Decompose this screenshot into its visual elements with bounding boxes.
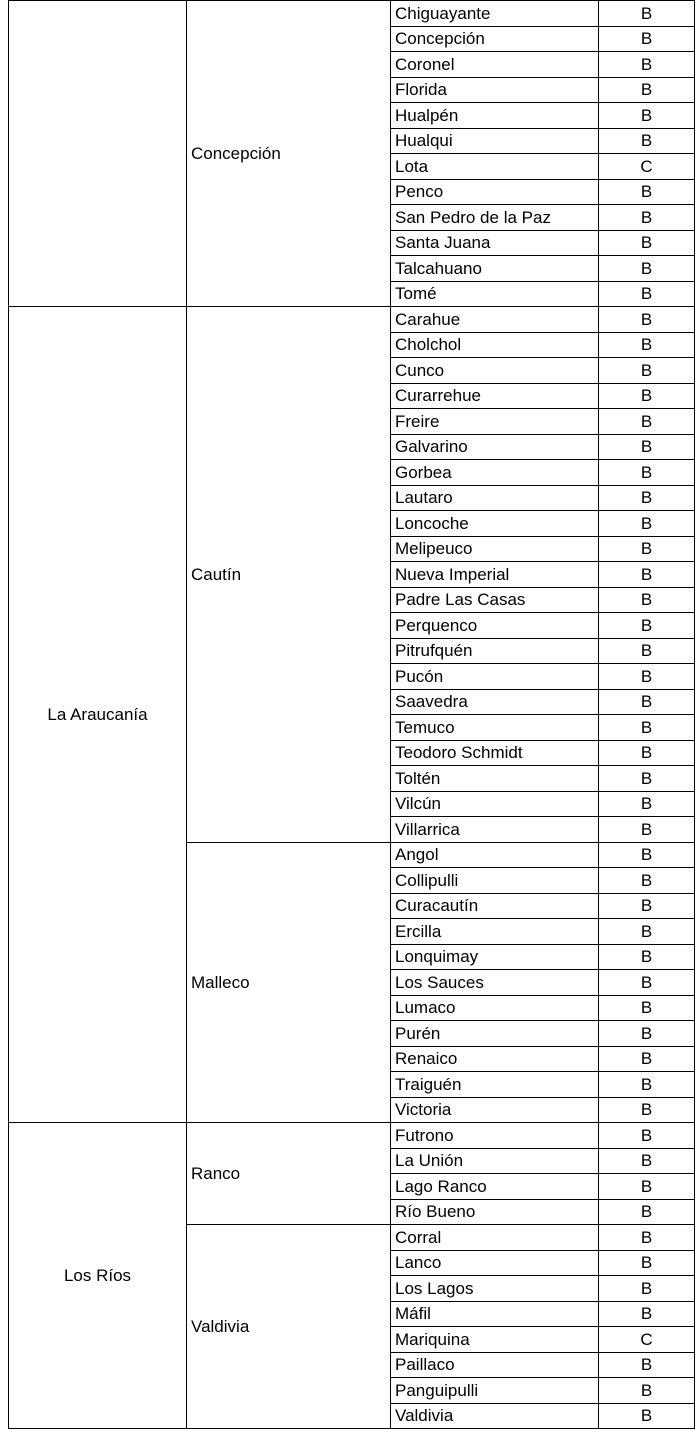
comuna-name: Mariquina [391, 1327, 599, 1353]
comuna-category: B [599, 1403, 695, 1429]
comuna-category: B [599, 307, 695, 333]
comuna-category: B [599, 944, 695, 970]
comuna-name: Toltén [391, 766, 599, 792]
comuna-category: B [599, 893, 695, 919]
comuna-name: Victoria [391, 1097, 599, 1123]
comuna-category: B [599, 1199, 695, 1225]
comuna-category: B [599, 740, 695, 766]
comuna-name: Freire [391, 409, 599, 435]
comuna-category: B [599, 689, 695, 715]
comuna-category: B [599, 1021, 695, 1047]
comuna-name: Los Sauces [391, 970, 599, 996]
comuna-category: B [599, 613, 695, 639]
comuna-category: B [599, 1174, 695, 1200]
comuna-name: Talcahuano [391, 256, 599, 282]
comuna-category: B [599, 103, 695, 129]
comuna-category: B [599, 1225, 695, 1251]
comuna-category: B [599, 715, 695, 741]
comuna-name: Purén [391, 1021, 599, 1047]
comuna-name: Curarrehue [391, 383, 599, 409]
comuna-category: B [599, 52, 695, 78]
comuna-category: B [599, 511, 695, 537]
comuna-category: B [599, 205, 695, 231]
comuna-name: Temuco [391, 715, 599, 741]
comuna-category: B [599, 1123, 695, 1149]
comuna-category: B [599, 1276, 695, 1302]
comuna-name: Pitrufquén [391, 638, 599, 664]
comuna-name: Los Lagos [391, 1276, 599, 1302]
comuna-name: Lautaro [391, 485, 599, 511]
comuna-name: Teodoro Schmidt [391, 740, 599, 766]
comuna-category: B [599, 1301, 695, 1327]
comuna-category: B [599, 1046, 695, 1072]
comuna-category: B [599, 1250, 695, 1276]
comuna-category: B [599, 970, 695, 996]
comuna-name: Cunco [391, 358, 599, 384]
province-cell: Valdivia [187, 1225, 391, 1429]
comuna-category: B [599, 77, 695, 103]
comuna-name: Lanco [391, 1250, 599, 1276]
comuna-category: C [599, 1327, 695, 1353]
comuna-name: Concepción [391, 26, 599, 52]
comuna-name: Carahue [391, 307, 599, 333]
comuna-name: Vilcún [391, 791, 599, 817]
region-cell [9, 1, 187, 307]
table-row [9, 1123, 695, 1149]
comunas-table [8, 0, 695, 1429]
comuna-name: Panguipulli [391, 1378, 599, 1404]
comuna-name: Villarrica [391, 817, 599, 843]
comuna-category: B [599, 128, 695, 154]
comuna-category: B [599, 587, 695, 613]
comuna-category: B [599, 332, 695, 358]
comuna-category: B [599, 179, 695, 205]
comuna-name: Río Bueno [391, 1199, 599, 1225]
comuna-category: B [599, 1148, 695, 1174]
comuna-name: Melipeuco [391, 536, 599, 562]
comuna-category: B [599, 485, 695, 511]
region-cell: Los Ríos [9, 1123, 187, 1429]
comuna-category: B [599, 664, 695, 690]
comuna-category: B [599, 256, 695, 282]
comuna-name: Traiguén [391, 1072, 599, 1098]
comuna-name: Santa Juana [391, 230, 599, 256]
comuna-name: Padre Las Casas [391, 587, 599, 613]
table-row [9, 307, 695, 333]
comuna-name: Hualqui [391, 128, 599, 154]
table-row [9, 1, 695, 27]
comuna-category: B [599, 842, 695, 868]
comuna-category: B [599, 1378, 695, 1404]
comuna-name: Gorbea [391, 460, 599, 486]
comuna-name: Curacautín [391, 893, 599, 919]
comuna-name: Loncoche [391, 511, 599, 537]
comuna-name: Renaico [391, 1046, 599, 1072]
comuna-name: Galvarino [391, 434, 599, 460]
province-cell: Concepción [187, 1, 391, 307]
comuna-category: B [599, 817, 695, 843]
comuna-category: B [599, 1097, 695, 1123]
comuna-name: Lonquimay [391, 944, 599, 970]
comuna-category: B [599, 358, 695, 384]
comuna-category: B [599, 791, 695, 817]
comuna-name: San Pedro de la Paz [391, 205, 599, 231]
comuna-category: B [599, 562, 695, 588]
comuna-category: B [599, 995, 695, 1021]
comuna-category: B [599, 460, 695, 486]
comuna-name: Paillaco [391, 1352, 599, 1378]
comuna-name: Lota [391, 154, 599, 180]
comuna-name: Coronel [391, 52, 599, 78]
comuna-name: Valdivia [391, 1403, 599, 1429]
comuna-name: La Unión [391, 1148, 599, 1174]
province-cell: Cautín [187, 307, 391, 843]
province-cell: Ranco [187, 1123, 391, 1225]
comuna-name: Collipulli [391, 868, 599, 894]
comuna-category: B [599, 1352, 695, 1378]
comuna-category: C [599, 154, 695, 180]
comuna-name: Cholchol [391, 332, 599, 358]
comuna-name: Futrono [391, 1123, 599, 1149]
comuna-category: B [599, 1, 695, 27]
comuna-name: Corral [391, 1225, 599, 1251]
comuna-category: B [599, 230, 695, 256]
comuna-name: Angol [391, 842, 599, 868]
comuna-name: Penco [391, 179, 599, 205]
comuna-category: B [599, 638, 695, 664]
comuna-name: Chiguayante [391, 1, 599, 27]
comuna-name: Nueva Imperial [391, 562, 599, 588]
comuna-category: B [599, 383, 695, 409]
comuna-name: Saavedra [391, 689, 599, 715]
comuna-category: B [599, 766, 695, 792]
comuna-name: Lago Ranco [391, 1174, 599, 1200]
comuna-name: Tomé [391, 281, 599, 307]
comuna-category: B [599, 26, 695, 52]
comuna-name: Lumaco [391, 995, 599, 1021]
comuna-category: B [599, 868, 695, 894]
comuna-category: B [599, 919, 695, 945]
comuna-name: Máfil [391, 1301, 599, 1327]
comuna-category: B [599, 434, 695, 460]
table-body [9, 1, 695, 1429]
comuna-name: Hualpén [391, 103, 599, 129]
comuna-name: Ercilla [391, 919, 599, 945]
region-cell: La Araucanía [9, 307, 187, 1123]
comuna-category: B [599, 1072, 695, 1098]
comuna-category: B [599, 536, 695, 562]
comuna-category: B [599, 281, 695, 307]
comuna-name: Florida [391, 77, 599, 103]
comuna-category: B [599, 409, 695, 435]
comuna-name: Pucón [391, 664, 599, 690]
comuna-name: Perquenco [391, 613, 599, 639]
province-cell: Malleco [187, 842, 391, 1123]
